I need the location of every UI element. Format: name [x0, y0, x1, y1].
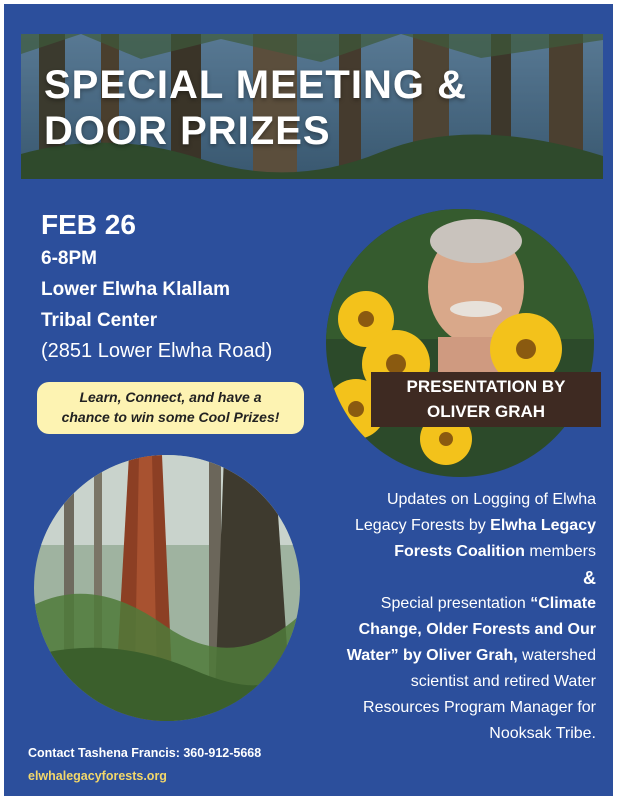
desc-line-1: Updates on Logging of Elwha: [386, 491, 596, 508]
event-location-line-2: Tribal Center: [41, 310, 158, 331]
contact-info: [28, 742, 261, 788]
desc-line-5: Special presentation “Climate: [380, 595, 596, 612]
desc-line-9: Resources Program Manager for: [363, 699, 596, 716]
flyer: [4, 4, 613, 796]
event-location-line-1: Lower Elwha Klallam: [41, 279, 230, 300]
desc-line-2: Legacy Forests by Elwha Legacy: [355, 517, 596, 534]
prizes-callout: [37, 382, 304, 434]
event-date: FEB 26: [41, 209, 136, 240]
contact-line: Contact Tashena Francis: 360-912-5668: [28, 746, 262, 760]
flyer-title: [44, 62, 584, 154]
presenter-photo: [326, 209, 594, 477]
desc-line-10: Nooksak Tribe.: [489, 725, 596, 742]
event-address: (2851 Lower Elwha Road): [41, 340, 273, 362]
event-details: [41, 207, 272, 367]
event-time: 6-8PM: [41, 248, 97, 269]
ampersand: &: [583, 568, 596, 588]
forest-photo: [34, 455, 300, 721]
desc-line-3: Forests Coalition members: [394, 543, 596, 560]
presenter-label-line-1: PRESENTATION BY: [406, 377, 566, 396]
title-line-1: SPECIAL MEETING &: [44, 63, 467, 107]
website-link[interactable]: elwhalegacyforests.org: [28, 769, 167, 783]
desc-line-7: Water” by Oliver Grah, watershed: [346, 647, 596, 664]
callout-line-1: Learn, Connect, and have a: [79, 389, 262, 405]
event-description: [296, 487, 596, 747]
desc-line-8: scientist and retired Water: [410, 673, 596, 690]
desc-line-6: Change, Older Forests and Our: [358, 621, 596, 638]
presenter-label-line-2: OLIVER GRAH: [426, 402, 546, 421]
title-line-2: DOOR PRIZES: [44, 109, 331, 153]
callout-line-2: chance to win some Cool Prizes!: [61, 409, 280, 425]
presenter-label: [371, 372, 601, 427]
